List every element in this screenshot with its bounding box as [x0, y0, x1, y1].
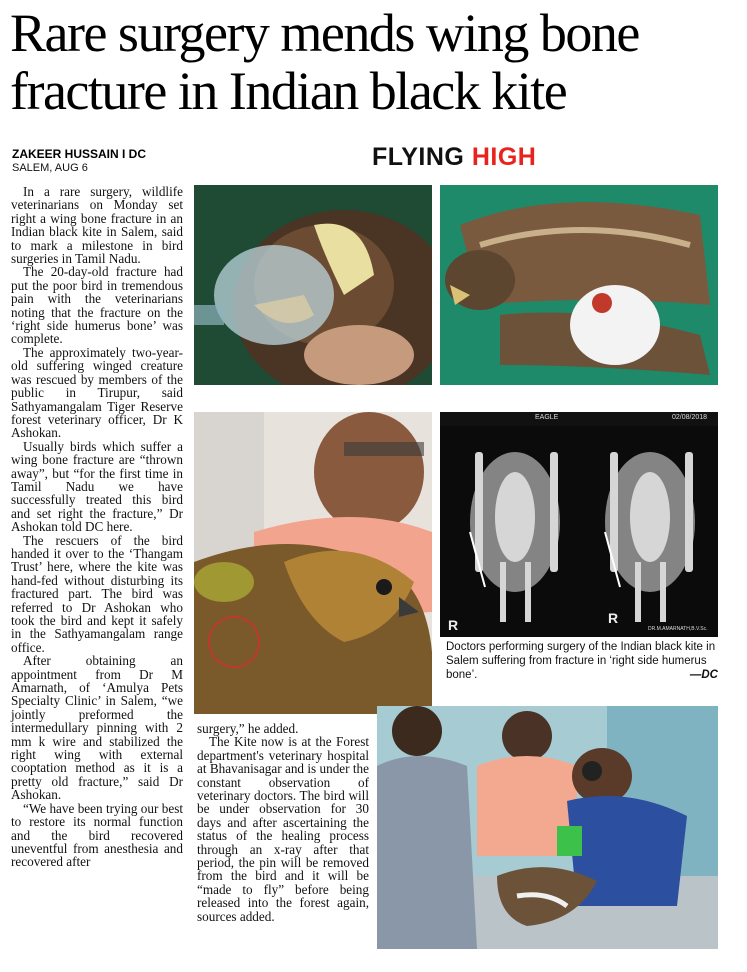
paragraph: “We have been trying our best to restore its normal function and the bird recovered uneventful from anesthesia and recovered after — [11, 800, 183, 870]
article-column-1 — [11, 185, 183, 869]
paragraph: surgery,” he added. — [197, 721, 299, 736]
paragraph: The 20-day-old fracture had put the poor bird in tremendous pain with the veterinarians noting that the fracture on the ‘right side humerus bone’ was complete. — [11, 264, 183, 347]
photo-vet-holding-kite — [194, 412, 432, 714]
photo-kite-bandaged-wing — [440, 185, 718, 385]
caption-text: Doctors performing surgery of the Indian black kite in Salem suffering from fracture in ‘right side humerus bone’. — [446, 641, 716, 681]
xray-doctor-tag: DR.M.AMARNATH,B.V.Sc. — [648, 626, 708, 632]
photo-surgery-team — [377, 706, 718, 949]
xray-marker: R — [448, 617, 459, 633]
byline: ZAKEER HUSSAIN I DC — [12, 147, 147, 161]
paragraph: Usually birds which suffer a wing bone fracture are “thrown away”, but “for the first time in Tamil Nadu we have successfully treated this bird and set right the fracture,” Dr Ashokan told DC here. — [11, 438, 183, 535]
paragraph: After obtaining an appointment from Dr M Amarnath, of ‘Amulya Pets Specialty Clinic’ in Salem, “we jointly preformed the intermedullary pinning with 2 mm k wire and stabilized the right wing with external cooptation method as it is a pretty old fracture,” said Dr Ashokan. — [11, 653, 183, 803]
kicker — [372, 143, 536, 172]
paragraph: The Kite now is at the Forest department's veterinary hospital at Bhavanisagar and is under the constant observation of veterinary doctors. The bird will be under observation for 30 days and after ascertaining the status of the healing process through an x-ray after that period, the pin will be removed from the bird and it will be “made to fly” before being released into the forest again, sources added. — [197, 734, 369, 924]
xray-marker: R — [608, 610, 619, 626]
paragraph: The approximately two-year-old suffering winged creature was rescued by members of the public in Tirupur, said Sathyamangalam Tiger Reserve forest veterinary officer, Dr K Ashokan. — [11, 344, 183, 441]
photo-kite-anesthesia-mask — [194, 185, 432, 385]
xray-label: EAGLE — [535, 414, 559, 421]
paragraph: In a rare surgery, wildlife veterinarians on Monday set right a wing bone fracture in an Indian black kite in Salem, said to mark a milestone in bird surgeries in Tamil Nadu. — [11, 184, 183, 267]
paragraph: The rescuers of the bird handed it over to the ‘Thangam Trust’ here, where the kite was hand-fed without disturbing its fractured part. The bird was referred to Dr Ashokan who took the bird and kept it safely in the Sathyamangalam range office. — [11, 532, 183, 655]
headline: Rare surgery mends wing bone fracture in Indian black kite — [10, 3, 639, 121]
photo-caption — [446, 640, 718, 682]
kicker-part2: HIGH — [471, 143, 537, 171]
article-column-2 — [197, 722, 369, 923]
xray-date: 02/08/2018 — [672, 414, 708, 421]
kicker-part1: FLYING — [372, 143, 472, 171]
caption-credit: —DC — [689, 669, 718, 681]
photo-xray — [440, 412, 718, 637]
dateline: SALEM, AUG 6 — [12, 162, 88, 174]
